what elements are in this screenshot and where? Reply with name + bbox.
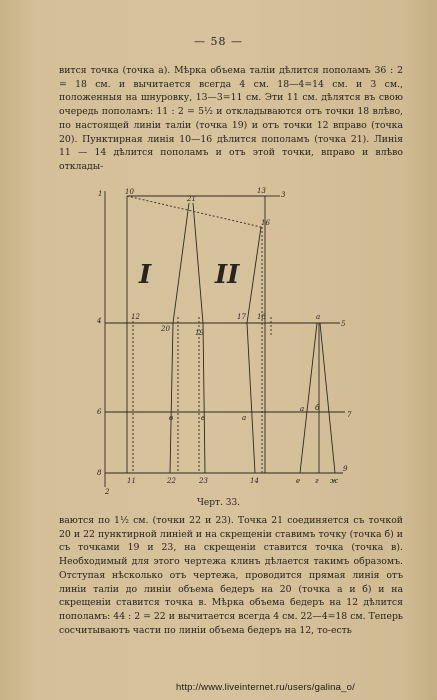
label-b: б [315,404,320,412]
label-8: 8 [97,469,102,477]
figure-caption: Черт. 33. [196,498,241,508]
label-13: 13 [257,187,266,195]
label-3: 3 [281,191,286,199]
label-e: е [296,477,301,485]
label-9: 9 [343,465,348,473]
top-paragraph [59,64,403,174]
label-5: 5 [341,320,346,328]
dart-21-19 [193,203,203,323]
bottom-paragraph-text: ваются по 1½ см. (точки 22 и 23). Точка 21 соединяется съ точкой 20 и 22 пунктирной линiей и на скрещенiи ставимъ точку (точка б) и съ точками 19 и 23, на скрещенiи ставится точка (точка в). Необходимый для этого чертежа клинъ дѣлается такимъ образомъ. Отступая нѣсколько отъ чертежа, проводится прямая линiя отъ линiи талiи до линiи объема бедеръ на 20 (точка а и б) и на скрещенiи ставится точка в. Мѣрка объема бедеръ на 12 дѣлится пополамъ: 44 : 2 = 22 и вычитается всегда 4 см. 22—4=18 см. Теперь сосчитываютъ части по линiи объема бедеръ на 12, то-есть [59,515,403,636]
top-paragraph-text: вится точка (точка а). Мѣрка объема талiи дѣлится пополамъ 36 : 2 = 18 см. и вычитается всегда 4 см. 18—4=14 см. и 3 см., положенныя на шнуровку, 13—3=11 см. Эти 11 см. дѣлятся въ свою очередь пополамъ: 11 : 2 = 5½ и откладываются отъ точки 18 влѣво, по настоящей линiи талiи (точка 19) и отъ точки 12 вправо (точка 20). Пунктирная линiя 10—16 дѣлится пополамъ (точка 21). Линiя 11 — 14 дѣлится пополамъ и отъ этой точки, вправо и влѣво отклады- [59,65,403,172]
label-14: 14 [250,477,259,485]
wedge-right [320,323,335,473]
label-7: 7 [347,411,352,419]
dart-20-22 [170,323,173,473]
label-21: 21 [187,195,196,203]
label-a: a [316,313,321,321]
pattern-drawing [95,185,355,495]
label-23: 23 [199,477,208,485]
label-10: 10 [125,188,134,196]
label-11: 11 [127,477,136,485]
label-12: 12 [131,313,140,321]
bottom-paragraph [59,514,403,637]
source-credit[interactable]: http://www.liveinternet.ru/users/galina_o/ [176,682,355,693]
label-19: 19 [195,329,204,337]
label-4: 4 [97,317,102,325]
page-number: — 58 — [194,35,243,48]
dart-21-20 [173,203,189,323]
label-2: 2 [105,488,110,495]
label-1: 1 [98,190,103,198]
label-a2: а [242,414,247,422]
part-I-label: I [139,260,152,290]
wedge-left [300,323,317,473]
line-16-17 [247,227,261,323]
label-17: 17 [237,313,246,321]
label-16: 16 [261,219,270,227]
line-17-14 [247,323,255,473]
label-v: в [169,414,174,422]
label-18: 18 [257,313,266,321]
label-a3: а [300,405,305,413]
part-II-label: II [215,260,240,290]
label-g: г [315,477,319,485]
label-22: 22 [167,477,176,485]
dart-19-23 [203,323,205,473]
label-zh: ж [330,477,338,485]
label-20: 20 [161,325,170,333]
label-v2: в [201,414,206,422]
label-6: 6 [97,408,102,416]
